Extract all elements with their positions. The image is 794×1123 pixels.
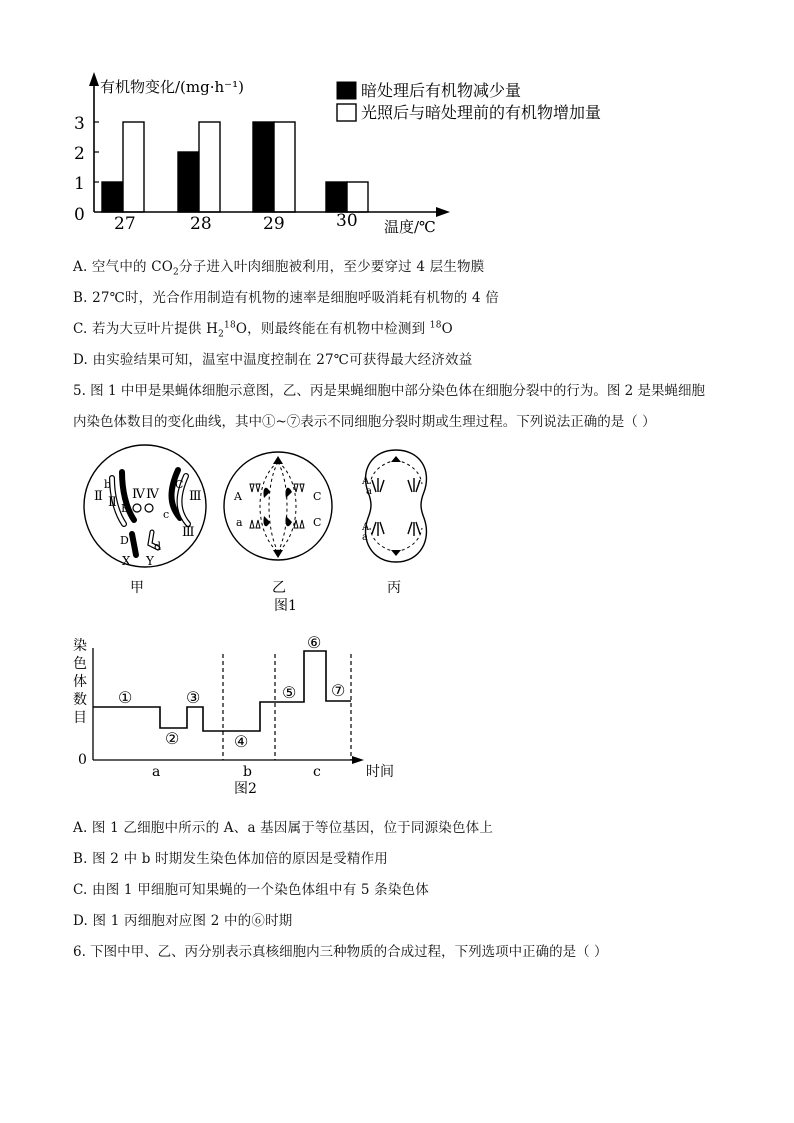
cell-label-jia: 甲 [130, 580, 144, 596]
spindle-inner-right [278, 462, 287, 552]
x-axis-label: 温度/℃ [384, 218, 436, 236]
bar-28-series-1 [178, 152, 199, 212]
q4-option-c-text-2: O，则最终能在有机物中检测到 [235, 321, 430, 337]
chromosome-yi [300, 484, 304, 492]
chromosome-yi [285, 488, 292, 498]
fig2-ylabel-char-2: 色 [73, 656, 87, 672]
figure-1-caption: 图1 [274, 598, 297, 614]
q4-option-a-text-1: A. 空气中的 CO [73, 259, 174, 275]
chromosome-iv-b [145, 504, 153, 512]
y-tick-label-3: 3 [74, 114, 85, 134]
fig2-x-arrow [352, 756, 364, 764]
chromosome-bing [372, 478, 384, 492]
jia-label-ii-left: Ⅱ [94, 489, 103, 504]
stage-3: ③ [186, 688, 201, 707]
q5-option-d: D. 图 1 丙细胞对应图 2 中的⑥时期 [73, 913, 293, 929]
chromosome-yi [256, 520, 260, 528]
jia-label-iv-2: Ⅳ [146, 487, 159, 502]
jia-label-B: B [121, 502, 130, 515]
fig2-origin: 0 [78, 752, 87, 768]
q5-option-b: B. 图 2 中 b 时期发生染色体加倍的原因是受精作用 [73, 851, 388, 867]
jia-label-iii-2: Ⅲ [182, 525, 195, 540]
x-tick-label-27: 27 [114, 214, 136, 234]
jia-label-d: d [154, 540, 162, 553]
chromosome-bing [372, 522, 384, 536]
q4-option-c [73, 317, 453, 340]
bar-27-series-1 [102, 182, 123, 212]
q5-stem-line2: 内染色体数目的变化曲线，其中①~⑦表示不同细胞分裂时期或生理过程。下列说法正确的是（ ） [73, 414, 656, 430]
chromosome-yi [294, 484, 298, 492]
legend-label-dark: 暗处理后有机物减少量 [361, 81, 522, 100]
q4-option-c-sup2: 18 [429, 320, 442, 331]
chromosome-bing [408, 478, 420, 492]
figure-1 [0, 440, 794, 620]
chromosome-yi [256, 484, 260, 492]
y-tick-label-2: 2 [74, 144, 85, 164]
q4-option-a-text-2: 分子进入叶肉细胞被利用，至少要穿过 4 层生物膜 [178, 259, 485, 275]
bar-group [102, 122, 368, 212]
q4-option-d: D. 由实验结果可知，温室中温度控制在 27℃可获得最大经济效益 [73, 352, 473, 368]
q4-option-c-sup: 18 [224, 320, 236, 331]
cell-bing-membrane [366, 450, 427, 562]
bar-30-series-1 [326, 182, 347, 212]
jia-label-y: Y [146, 554, 154, 568]
bar-chart [0, 0, 794, 250]
x-tick-label-30: 30 [336, 211, 358, 231]
bar-29-series-1 [253, 122, 274, 212]
yi-label-C-bottom: C [313, 516, 322, 529]
q4-option-c-text-1: C. 若为大豆叶片提供 H [73, 321, 219, 337]
jia-label-iii-1: Ⅲ [189, 489, 202, 504]
spindle [396, 460, 422, 484]
yi-label-a: a [236, 516, 243, 529]
q4-option-a-sub: 2 [173, 267, 179, 278]
jia-label-C: C [175, 478, 184, 491]
yi-label-A: A [234, 490, 242, 503]
stage-4: ④ [234, 732, 249, 751]
figure-2-caption: 图2 [234, 781, 257, 797]
cell-yi [224, 452, 332, 560]
segment-a: a [152, 764, 161, 780]
stage-7: ⑦ [331, 681, 346, 700]
cell-label-yi: 乙 [272, 580, 286, 596]
jia-label-c: c [163, 508, 170, 521]
jia-label-x: X [122, 554, 131, 568]
x-axis-arrow [436, 207, 450, 217]
cell-jia [84, 445, 206, 568]
spindle-right [278, 462, 296, 552]
fig2-xlabel: 时间 [366, 764, 394, 780]
jia-label-iv-1: Ⅳ [132, 487, 145, 502]
stage-6: ⑥ [307, 633, 322, 652]
cell-bing [361, 450, 426, 562]
q6-stem-line1: 6. 下图中甲、乙、丙分别表示真核细胞内三种物质的合成过程，下列选项中正确的是（ ） [73, 944, 608, 960]
spindle-left [260, 462, 278, 552]
spindle-inner-left [269, 462, 278, 552]
y-tick-label-1: 1 [74, 174, 85, 194]
legend-swatch-dark [337, 82, 356, 99]
fig2-ylabel-char-5: 目 [73, 710, 87, 726]
yi-label-C-top: C [313, 490, 322, 503]
fig2-ylabel-char-1: 染 [73, 638, 87, 654]
centrosome-top [391, 456, 401, 462]
chromosome-bing [408, 522, 420, 536]
spindle [370, 460, 396, 484]
legend-label-light: 光照后与暗处理前的有机物增加量 [361, 103, 602, 122]
x-tick-label-28: 28 [190, 214, 212, 234]
cell-yi-membrane [224, 452, 332, 560]
chromosome-yi [263, 488, 270, 498]
q4-option-c-text-3: O [441, 321, 453, 337]
stage-2: ② [165, 729, 180, 748]
q4-option-c-sub: 2 [218, 329, 225, 340]
figure-2 [0, 630, 794, 800]
stage-5: ⑤ [282, 683, 297, 702]
jia-label-ii-right: Ⅱ [108, 495, 117, 510]
y-axis-label: 有机物变化/(mg·h⁻¹) [100, 78, 244, 96]
stage-1: ① [118, 688, 133, 707]
centrosome-top [273, 456, 283, 464]
fig2-ylabel-char-4: 数 [73, 692, 87, 708]
centrosome-bottom [273, 550, 283, 558]
chromosome-yi [294, 520, 298, 528]
y-tick-label-0: 0 [74, 205, 85, 225]
chromosome-iv-a [133, 504, 141, 512]
bar-28-series-2 [199, 122, 220, 212]
segment-b: b [243, 764, 252, 780]
chromosome-yi [300, 520, 304, 528]
bar-30-series-2 [347, 182, 368, 212]
segment-c: c [313, 764, 321, 780]
q5-option-c: C. 由图 1 甲细胞可知果蝇的一个染色体组中有 5 条染色体 [73, 882, 429, 898]
jia-label-b: b [104, 478, 112, 491]
cell-label-bing: 丙 [387, 580, 401, 596]
x-tick-label-29: 29 [263, 214, 285, 234]
legend-swatch-light [337, 104, 356, 121]
bing-label-A-bottom: A [362, 522, 370, 533]
chromosome-yi [250, 484, 254, 492]
q4-option-b: B. 27℃时，光合作用制造有机物的速率是细胞呼吸消耗有机物的 4 倍 [73, 290, 499, 306]
jia-label-D: D [120, 534, 129, 547]
chromosome-yi [285, 516, 292, 526]
bar-29-series-2 [274, 122, 295, 212]
q5-option-a: A. 图 1 乙细胞中所示的 A、a 基因属于等位基因，位于同源染色体上 [73, 820, 494, 836]
bing-label-a-bottom: a [362, 532, 368, 543]
centrosome-bottom [391, 550, 401, 556]
q4-option-a [73, 255, 484, 278]
fig2-ylabel-char-3: 体 [73, 674, 87, 690]
chromosome-yi [250, 520, 254, 528]
y-axis-arrow [89, 72, 99, 86]
bing-label-A-top: A [362, 476, 370, 487]
bar-27-series-2 [123, 122, 144, 212]
bing-label-a-top: a [366, 486, 372, 497]
q5-stem-line1: 5. 图 1 中甲是果蝇体细胞示意图，乙、丙是果蝇细胞中部分染色体在细胞分裂中的行为。图 2 是果蝇细胞 [73, 383, 706, 399]
chromosome-x [132, 534, 136, 555]
